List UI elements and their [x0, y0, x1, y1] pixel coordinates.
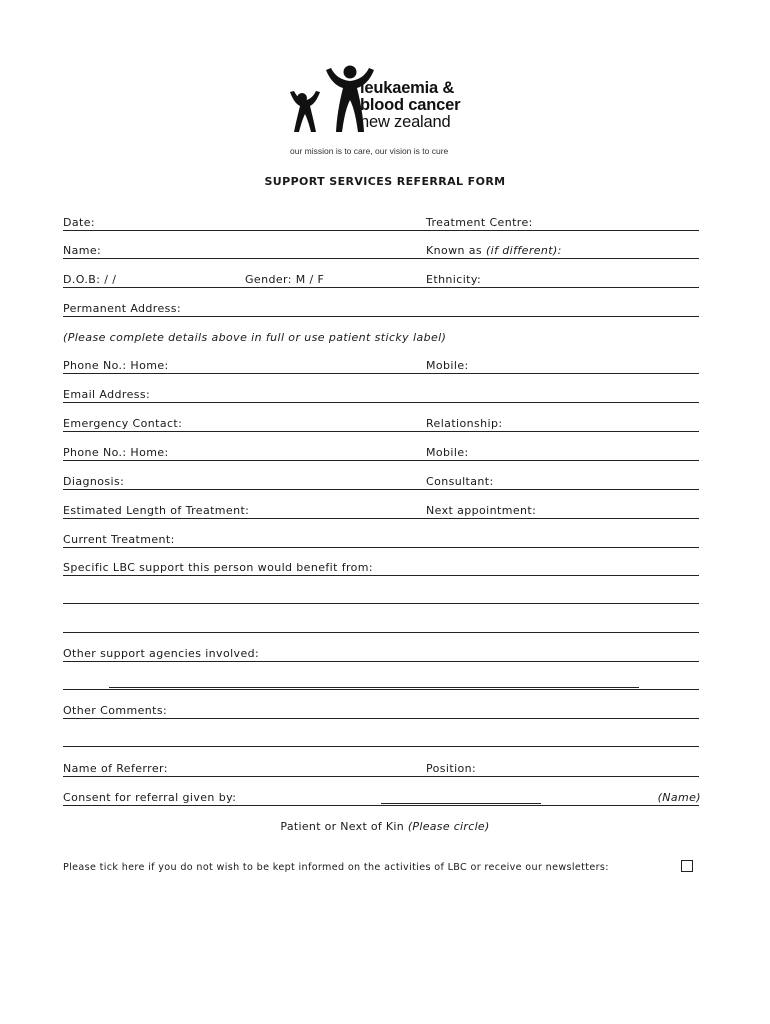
- blank-line-2[interactable]: [63, 632, 699, 633]
- row-blank-3: [63, 674, 699, 690]
- phone-home-label: Phone No.: Home:: [63, 359, 169, 372]
- specific-support-label: Specific LBC support this person would benefit from:: [63, 561, 374, 574]
- logo-tagline: our mission is to care, our vision is to cure: [290, 146, 449, 156]
- known-as-label: [426, 244, 562, 257]
- address-line[interactable]: [63, 316, 699, 317]
- date-label: Date:: [63, 216, 95, 229]
- consent-label: Consent for referral given by:: [63, 791, 237, 804]
- row-dob: [63, 272, 699, 288]
- next-appointment-label: Next appointment:: [426, 504, 537, 517]
- mobile-2-label: Mobile:: [426, 446, 469, 459]
- row-blank-2: [63, 617, 699, 633]
- treatment-centre-label: Treatment Centre:: [426, 216, 533, 229]
- row-blank-1: [63, 588, 699, 604]
- row-phone-2: [63, 445, 699, 461]
- row-current-treatment: [63, 532, 699, 548]
- date-line[interactable]: [63, 230, 699, 231]
- dob-label: D.O.B: / /: [63, 273, 117, 286]
- blank-line-3[interactable]: [63, 689, 699, 690]
- known-as-text: Known as: [426, 244, 486, 257]
- please-circle-text: (Please circle): [407, 820, 490, 833]
- row-specific-support: [63, 560, 699, 576]
- row-treatment-length: [63, 503, 699, 519]
- referrer-line[interactable]: [63, 776, 699, 777]
- other-agencies-line[interactable]: [63, 661, 699, 662]
- logo-line-3: new zealand: [360, 113, 451, 131]
- patient-or-kin-line: [0, 820, 770, 833]
- est-length-line[interactable]: [63, 518, 699, 519]
- consent-line[interactable]: [63, 805, 699, 806]
- phone-home-2-label: Phone No.: Home:: [63, 446, 169, 459]
- current-treatment-label: Current Treatment:: [63, 533, 175, 546]
- name-line[interactable]: [63, 258, 699, 259]
- specific-support-line[interactable]: [63, 575, 699, 576]
- emergency-line[interactable]: [63, 431, 699, 432]
- form-title: SUPPORT SERVICES REFERRAL FORM: [264, 175, 506, 188]
- ethnicity-label: Ethnicity:: [426, 273, 482, 286]
- row-referrer: [63, 761, 699, 777]
- phone-line[interactable]: [63, 373, 699, 374]
- diagnosis-label: Diagnosis:: [63, 475, 125, 488]
- row-name: [63, 243, 699, 259]
- dob-line[interactable]: [63, 287, 699, 288]
- newsletter-opt-out-text: Please tick here if you do not wish to be kept informed on the activities of LBC or receive our newsletters:: [63, 862, 609, 873]
- row-emergency: [63, 416, 699, 432]
- email-line[interactable]: [63, 402, 699, 403]
- other-comments-line[interactable]: [63, 718, 699, 719]
- emergency-contact-label: Emergency Contact:: [63, 417, 183, 430]
- sticky-label-note: (Please complete details above in full or use patient sticky label): [63, 331, 447, 344]
- consultant-label: Consultant:: [426, 475, 494, 488]
- relationship-label: Relationship:: [426, 417, 503, 430]
- est-length-label: Estimated Length of Treatment:: [63, 504, 250, 517]
- address-label: Permanent Address:: [63, 302, 182, 315]
- row-consent: [63, 790, 699, 806]
- referrer-label: Name of Referrer:: [63, 762, 168, 775]
- row-other-comments: [63, 703, 699, 719]
- mobile-label: Mobile:: [426, 359, 469, 372]
- blank-line-4[interactable]: [63, 746, 699, 747]
- patient-or-kin-text: Patient or Next of Kin: [280, 820, 408, 833]
- known-as-italic: (if different):: [485, 244, 562, 257]
- gender-label: Gender: M / F: [245, 273, 325, 286]
- position-label: Position:: [426, 762, 477, 775]
- blank-line-3-inner: [109, 687, 639, 688]
- diagnosis-line[interactable]: [63, 489, 699, 490]
- row-phone: [63, 358, 699, 374]
- phone-2-line[interactable]: [63, 460, 699, 461]
- logo-line-2: blood cancer: [360, 96, 461, 114]
- other-comments-label: Other Comments:: [63, 704, 168, 717]
- blank-line-1[interactable]: [63, 603, 699, 604]
- row-email: [63, 387, 699, 403]
- row-blank-4: [63, 731, 699, 747]
- current-treatment-line[interactable]: [63, 547, 699, 548]
- logo-wordmark: [360, 80, 460, 131]
- row-date: [63, 215, 699, 231]
- email-label: Email Address:: [63, 388, 151, 401]
- logo-line-1: leukaemia &: [360, 79, 455, 97]
- name-paren-label: (Name): [657, 791, 701, 804]
- name-label: Name:: [63, 244, 102, 257]
- other-agencies-label: Other support agencies involved:: [63, 647, 260, 660]
- row-address: [63, 301, 699, 317]
- newsletter-opt-out-checkbox[interactable]: [681, 860, 693, 872]
- row-diagnosis: [63, 474, 699, 490]
- consent-line-inner: [381, 803, 541, 804]
- row-other-agencies: [63, 646, 699, 662]
